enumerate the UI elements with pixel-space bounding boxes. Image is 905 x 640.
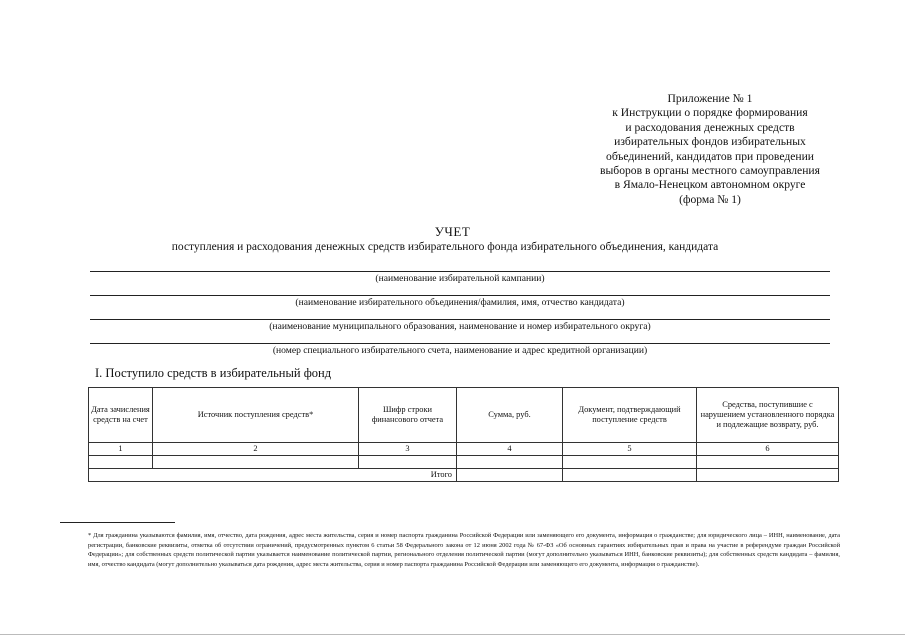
- receipts-table: [88, 387, 839, 482]
- total-label: Итого: [89, 469, 457, 482]
- appendix-line: (форма № 1): [679, 192, 741, 206]
- appendix-line: объединений, кандидатов при проведении: [606, 149, 814, 163]
- appendix-line: в Ямало-Ненецком автономном округе: [614, 178, 806, 192]
- appendix-line: и расходования денежных средств: [625, 120, 795, 134]
- fill-in-line-campaign[interactable]: [90, 271, 830, 272]
- table-cell[interactable]: [457, 456, 563, 469]
- document-subtitle: поступления и расходования денежных средств избирательного фонда избирательного объединения, кандидата: [171, 241, 719, 253]
- page-bottom-edge: [0, 634, 905, 635]
- column-header-refund: Средства, поступившие с нарушением установленного порядка и подлежащие возврату, руб.: [697, 388, 839, 443]
- fill-in-line-account[interactable]: [90, 343, 830, 344]
- table-cell[interactable]: [359, 456, 457, 469]
- table-cell[interactable]: [697, 456, 839, 469]
- total-refund-cell[interactable]: [697, 469, 839, 482]
- total-amount-cell[interactable]: [457, 469, 563, 482]
- column-header-source: Источник поступления средств*: [153, 388, 359, 443]
- field-caption-campaign: (наименование избирательной кампании): [375, 273, 545, 284]
- document-title: УЧЕТ: [434, 224, 471, 239]
- column-header-date: Дата зачисления средств на счет: [89, 388, 153, 443]
- table-cell[interactable]: [89, 456, 153, 469]
- field-caption-district: (наименование муниципального образования, наименование и номер избирательного округа): [269, 321, 651, 332]
- column-number: 5: [563, 443, 697, 456]
- fill-in-line-district[interactable]: [90, 319, 830, 320]
- column-number: 2: [153, 443, 359, 456]
- column-number: 4: [457, 443, 563, 456]
- total-row: [89, 469, 839, 482]
- column-header-amount: Сумма, руб.: [457, 388, 563, 443]
- total-document-cell[interactable]: [563, 469, 697, 482]
- footnote-separator: [60, 522, 175, 523]
- fill-in-line-candidate[interactable]: [90, 295, 830, 296]
- appendix-line: к Инструкции о порядке формирования: [612, 106, 808, 120]
- appendix-line: Приложение № 1: [667, 92, 753, 105]
- column-number: 3: [359, 443, 457, 456]
- column-number: 6: [697, 443, 839, 456]
- section-heading: I. Поступило средств в избирательный фонд: [95, 366, 332, 380]
- field-caption-account: (номер специального избирательного счета, наименование и адрес кредитной организации): [272, 345, 648, 356]
- column-number-row: [89, 443, 839, 456]
- appendix-line: выборов в органы местного самоуправления: [600, 164, 820, 178]
- footnote-text: * Для гражданина указываются фамилия, имя, отчество, дата рождения, адрес места жительства, серия и номер паспорта гражданина Российской Федерации или заменяющего его документа, информация о гражданстве; для юридического лица – ИНН, наименование, дата регистрации, банковские реквизиты, отметка об отсутствии ограничений, предусмотренных пунктом 6 статьи 58 Федерального закона от 12 июня 2002 года № 67-ФЗ «Об основных гарантиях избирательных прав и права на участие в референдуме граждан Российской Федерации»; для собственных средств политической партии указывается наименование политической партии, регионального отделения политической партии (могут дополнительно указываться ИНН, банковские реквизиты); для собственных средств кандидата – фамилия, имя, отчество кандидата (могут дополнительно указываться дата рождения, адрес места жительства, серия и номер паспорта гражданина Российской Федерации или заменяющего его документа, информация о гражданстве).: [88, 532, 840, 568]
- appendix-header: [560, 92, 860, 207]
- table-cell[interactable]: [563, 456, 697, 469]
- table-header-row: [89, 388, 839, 443]
- column-number: 1: [89, 443, 153, 456]
- table-row: [89, 456, 839, 469]
- table-cell[interactable]: [153, 456, 359, 469]
- appendix-line: избирательных фондов избирательных: [614, 135, 806, 149]
- field-caption-candidate: (наименование избирательного объединения/фамилия, имя, отчество кандидата): [295, 297, 625, 308]
- column-header-document: Документ, подтверждающий поступление средств: [563, 388, 697, 443]
- column-header-line-code: Шифр строки финансового отчета: [359, 388, 457, 443]
